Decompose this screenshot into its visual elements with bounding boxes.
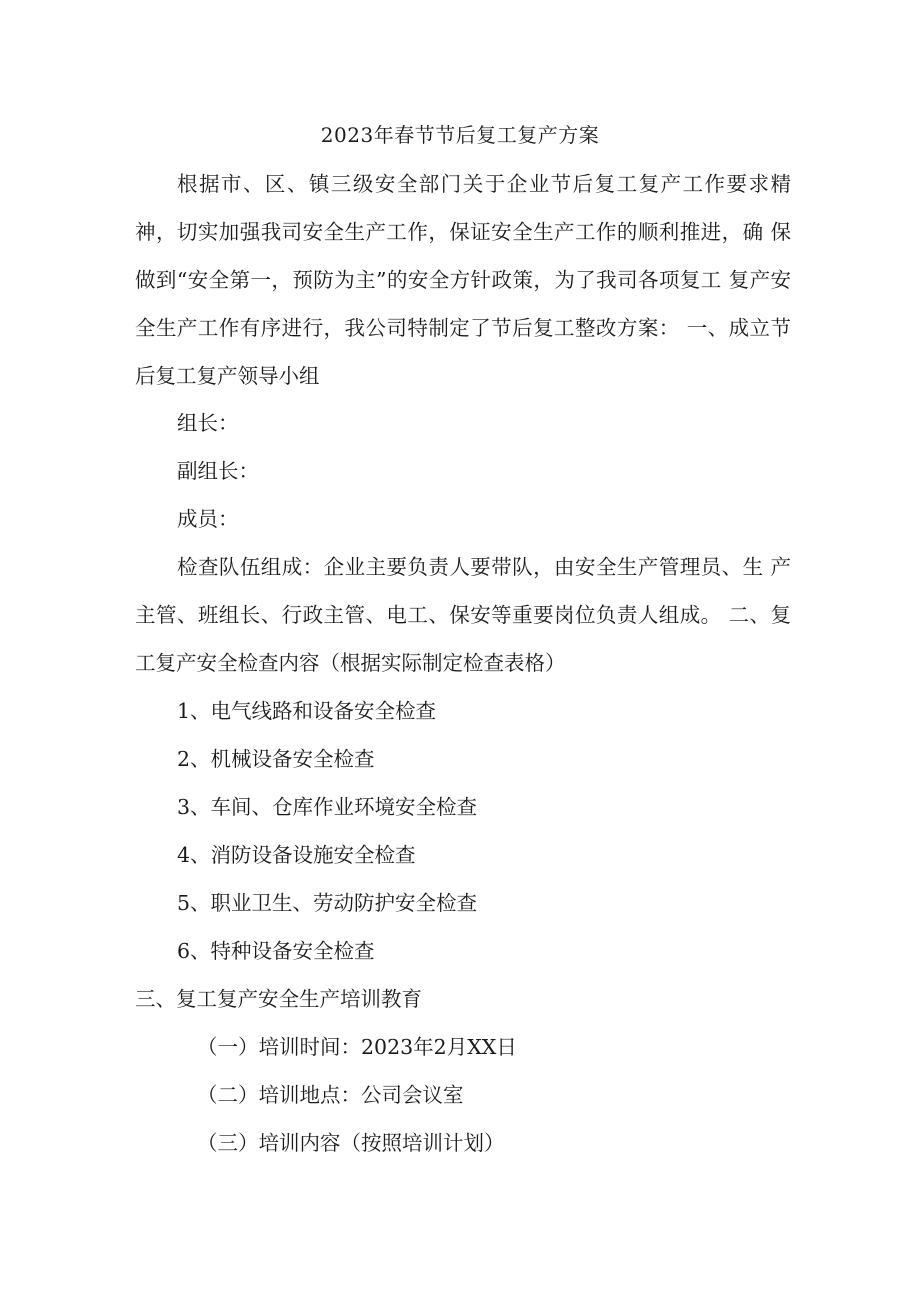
inspection-item: 3、车间、仓库作业环境安全检查 xyxy=(177,795,478,819)
inspection-team-paragraph: 检查队伍组成：企业主要负责人要带队，由安全生产管理员、生 产主管、班组长、行政主管、电工、保安等重要岗位负责人组成。 二、复工复产安全检查内容（根据实际制定检查表格） xyxy=(135,555,791,675)
inspection-item: 1、电气线路和设备安全检查 xyxy=(177,699,437,723)
deputy-leader-label: 副组长： xyxy=(177,459,259,483)
inspection-item: 5、职业卫生、劳动防护安全检查 xyxy=(177,891,478,915)
inspection-item: 2、机械设备安全检查 xyxy=(177,747,375,771)
training-item: （一）培训时间：2023年2月XX日 xyxy=(197,1035,517,1059)
document-title: 2023年春节节后复工复产方案 xyxy=(320,123,600,147)
intro-paragraph: 根据市、区、镇三级安全部门关于企业节后复工复产工作要求精 神，切实加强我司安全生产工作，保证安全生产工作的顺利推进，确 保做到“安全第一，预防为主”的安全方针政策，为了我司各项复工 复产安全生产工作有序进行，我公司特制定了节后复工整改方案： 一、成立节后复工复产领导小组 xyxy=(135,172,791,388)
inspection-item: 6、特种设备安全检查 xyxy=(177,939,375,963)
inspection-item: 4、消防设备设施安全检查 xyxy=(177,843,416,867)
training-item: （三）培训内容（按照培训计划） xyxy=(197,1131,505,1155)
training-item: （二）培训地点：公司会议室 xyxy=(197,1083,464,1107)
leader-label: 组长： xyxy=(177,411,239,435)
members-label: 成员： xyxy=(177,507,239,531)
section3-heading: 三、复工复产安全生产培训教育 xyxy=(135,987,422,1011)
